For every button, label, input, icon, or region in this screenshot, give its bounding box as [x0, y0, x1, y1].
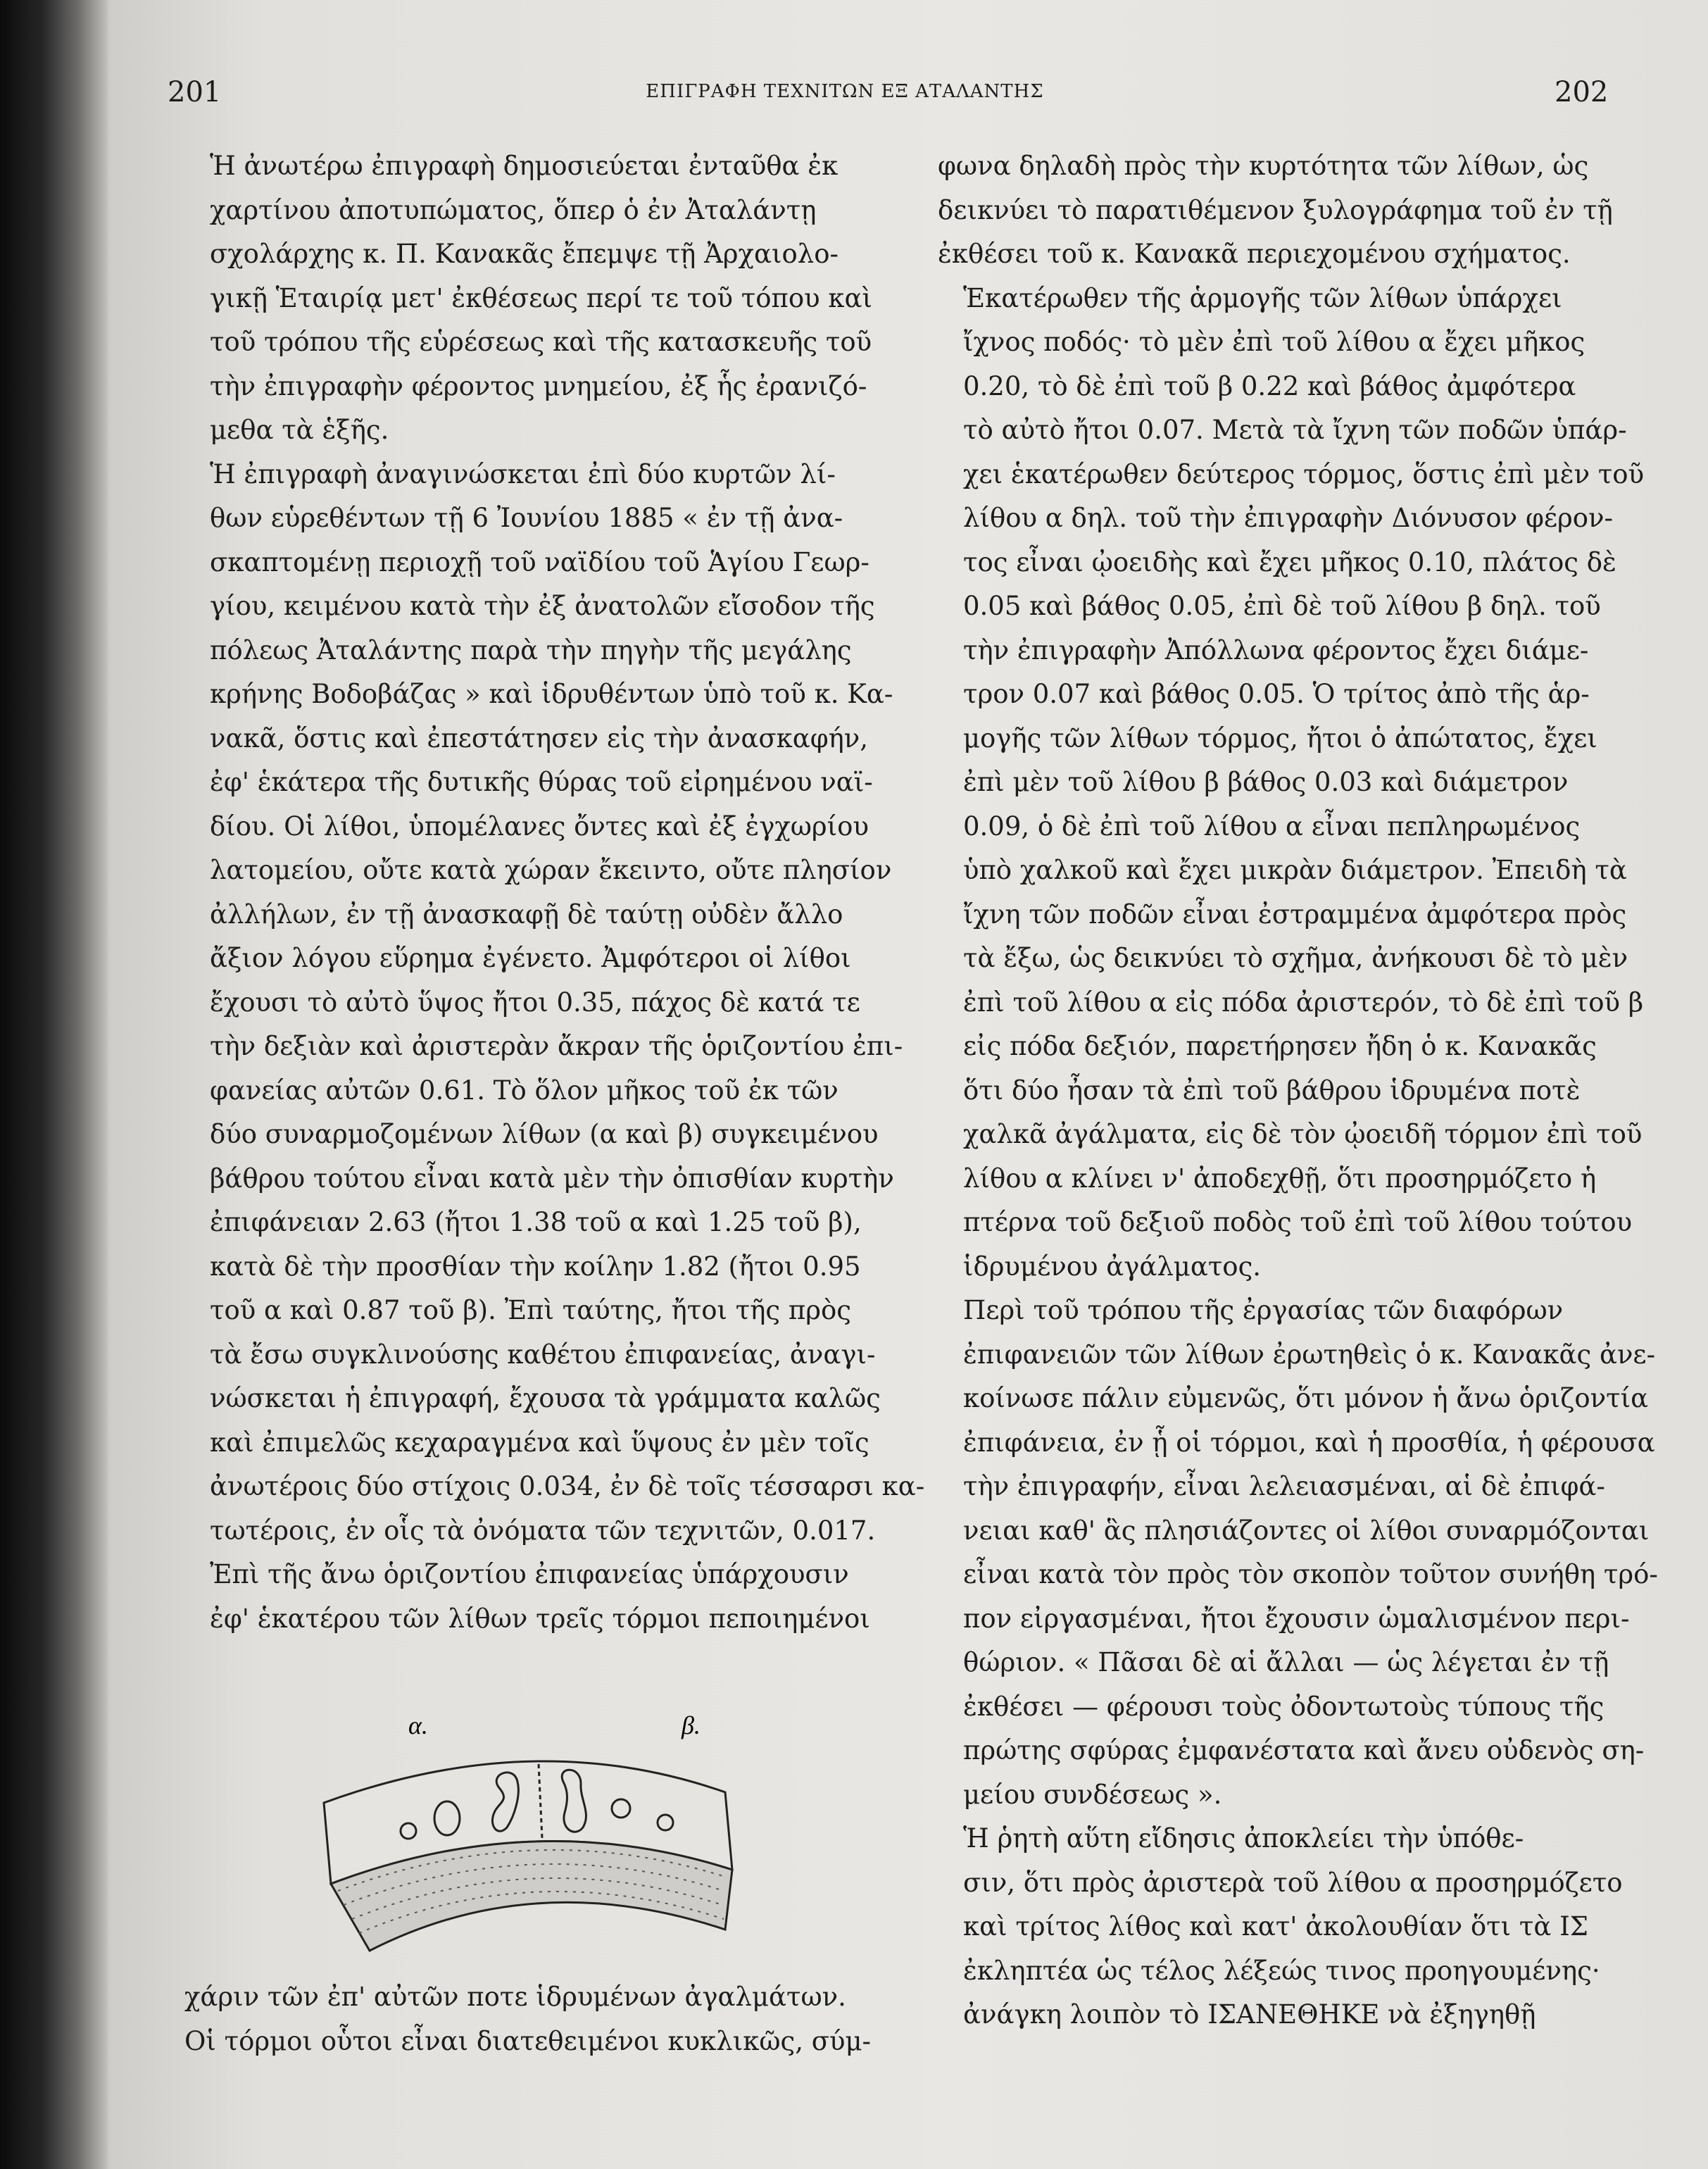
text-line: τωτέροις, ἐν οἷς τὰ ὀνόματα τῶν τεχνιτῶν, 0.017.: [210, 1515, 876, 1546]
text-after-figure: [184, 1975, 878, 2063]
text-line: Ἐπὶ τῆς ἄνω ὁριζοντίου ἐπιφανείας ὑπάρχουσιν: [210, 1559, 849, 1589]
text-line: χάριν τῶν ἐπ' αὐτῶν ποτε ἱδρυμένων ἀγαλμάτων.: [184, 1982, 846, 2012]
text-line: δεικνύει τὸ παρατιθέμενον ξυλογράφημα τοῦ ἐν τῇ: [938, 194, 1613, 225]
book-binding-shadow: [0, 0, 113, 2169]
text-line: ἀνωτέροις δύο στίχοις 0.034, ἐν δὲ τοῖς τέσσαρσι κα-: [210, 1471, 925, 1501]
text-line: χαρτίνου ἀποτυπώματος, ὅπερ ὁ ἐν Ἀταλάντῃ: [210, 194, 817, 225]
text-line: τὴν ἐπιγραφὴν φέροντος μνημείου, ἐξ ἧς ἐρανιζό-: [210, 370, 867, 401]
text-line: ἐφ' ἑκάτερα τῆς δυτικῆς θύρας τοῦ εἰρημένου ναϊ-: [210, 767, 873, 797]
page-number-right: 202: [1555, 76, 1609, 108]
running-head: ΕΠΙΓΡΑΦΗ ΤΕΧΝΙΤΩΝ ΕΞ ΑΤΑΛΑΝΤΗΣ: [646, 81, 1044, 102]
text-line: σχολάρχης κ. Π. Κανακᾶς ἔπεμψε τῇ Ἀρχαιολο-: [210, 239, 839, 269]
text-line: ἄξιον λόγου εὕρημα ἐγένετο. Ἀμφότεροι οἱ λίθοι: [210, 943, 851, 973]
text-line: πρώτης σφύρας ἐμφανέστατα καὶ ἄνευ οὐδενὸς ση-: [963, 1735, 1645, 1765]
text-line: Ἡ ἐπιγραφὴ ἀναγινώσκεται ἐπὶ δύο κυρτῶν λί-: [210, 458, 836, 489]
text-line: τος εἶναι ᾠοειδὴς καὶ ἔχει μῆκος 0.10, πλάτος δὲ: [963, 546, 1616, 577]
figure-label-b: β.: [682, 1711, 701, 1739]
text-line: φανείας αὐτῶν 0.61. Τὸ ὅλον μῆκος τοῦ ἐκ τῶν: [210, 1075, 839, 1106]
text-line: εἶναι κατὰ τὸν πρὸς τὸν σκοπὸν τοῦτον συνήθη τρό-: [963, 1559, 1658, 1589]
text-line: ἐπιφάνεια, ἐν ᾗ οἱ τόρμοι, καὶ ἡ προσθία, ἡ φέρουσα: [963, 1427, 1655, 1458]
text-line: μείου συνδέσεως ».: [963, 1779, 1222, 1810]
text-line: μεθα τὰ ἑξῆς.: [210, 415, 389, 445]
text-line: ἐπὶ μὲν τοῦ λίθου β βάθος 0.03 καὶ διάμετρον: [963, 767, 1569, 797]
text-line: τὴν ἐπιγραφὴν Ἀπόλλωνα φέροντος ἔχει διάμε-: [963, 635, 1589, 665]
text-line: ἐφ' ἑκατέρου τῶν λίθων τρεῖς τόρμοι πεποιημένοι: [210, 1603, 870, 1634]
text-line: ἴχνη τῶν ποδῶν εἶναι ἐστραμμένα ἀμφότερα πρὸς: [963, 899, 1627, 930]
page-number-left: 201: [168, 76, 222, 108]
text-line: χει ἑκατέρωθεν δεύτερος τόρμος, ὅστις ἐπὶ μὲν τοῦ: [963, 458, 1645, 489]
text-line: Οἱ τόρμοι οὗτοι εἶναι διατεθειμένοι κυκλικῶς, σύμ-: [184, 2025, 872, 2056]
text-line: ἐκληπτέα ὡς τέλος λέξεώς τινος προηγουμένης·: [963, 1955, 1600, 1986]
text-line: τὴν ἐπιγραφήν, εἶναι λελειασμέναι, αἱ δὲ ἐπιφά-: [963, 1471, 1605, 1501]
text-line: ἐκθέσει — φέρουσι τοὺς ὀδοντωτοὺς τύπους τῆς: [963, 1691, 1605, 1722]
text-line: ἱδρυμένου ἀγάλματος.: [963, 1251, 1262, 1282]
text-line: κρήνης Βοδοβάζας » καὶ ἱδρυθέντων ὑπὸ τοῦ κ. Κα-: [210, 679, 893, 709]
paragraph: [938, 277, 1645, 1289]
text-line: Ἡ ῥητὴ αὕτη εἴδησις ἀποκλείει τὴν ὑπόθε-: [963, 1823, 1524, 1854]
text-line: ὅτι δύο ἦσαν τὰ ἐπὶ τοῦ βάθρου ἱδρυμένα ποτὲ: [963, 1075, 1581, 1106]
paragraph: [184, 1553, 878, 1641]
text-line: καὶ ἐπιμελῶς κεχαραγμένα καὶ ὕψους ἐν μὲν τοῖς: [210, 1427, 869, 1458]
paragraph: [938, 144, 1631, 277]
text-line: μογῆς τῶν λίθων τόρμος, ἤτοι ὁ ἀπώτατος, ἔχει: [963, 723, 1597, 754]
text-line: πόλεως Ἀταλάντης παρὰ τὴν πηγὴν τῆς μεγάλης: [210, 635, 852, 665]
text-line: νώσκεται ἡ ἐπιγραφή, ἔχουσα τὰ γράμματα καλῶς: [210, 1383, 881, 1413]
text-line: γικῇ Ἑταιρίᾳ μετ' ἐκθέσεως περί τε τοῦ τόπου καὶ: [210, 282, 873, 313]
text-line: Ἡ ἀνωτέρω ἐπιγραφὴ δημοσιεύεται ἐνταῦθα ἐκ: [210, 151, 839, 181]
text-line: τρον 0.07 καὶ βάθος 0.05. Ὁ τρίτος ἀπὸ τῆς ἁρ-: [963, 679, 1590, 709]
left-column: [184, 144, 925, 1641]
text-line: Περὶ τοῦ τρόπου τῆς ἐργασίας τῶν διαφόρων: [963, 1295, 1564, 1325]
figure-label-a: α.: [408, 1711, 428, 1739]
text-line: ἴχνος ποδός· τὸ μὲν ἐπὶ τοῦ λίθου α ἔχει μῆκος: [963, 327, 1585, 357]
text-line: τὰ ἔσω συγκλινούσης καθέτου ἐπιφανείας, ἀναγι-: [210, 1339, 876, 1370]
text-line: εἰς πόδα δεξιόν, παρετήρησεν ἤδη ὁ κ. Κανακᾶς: [963, 1031, 1597, 1061]
text-line: 0.05 καὶ βάθος 0.05, ἐπὶ δὲ τοῦ λίθου β δηλ. τοῦ: [963, 591, 1601, 621]
text-line: καὶ τρίτος λίθος καὶ κατ' ἀκολουθίαν ὅτι τὰ ΙΣ: [963, 1911, 1588, 1942]
paragraph: [938, 1289, 1658, 1817]
text-line: θώριον. « Πᾶσαι δὲ αἱ ἄλλαι — ὡς λέγεται ἐν τῇ: [963, 1647, 1609, 1677]
text-line: φωνα δηλαδὴ πρὸς τὴν κυρτότητα τῶν λίθων, ὡς: [938, 151, 1589, 181]
paragraph: [184, 453, 925, 1554]
text-line: κοίνωσε πάλιν εὐμενῶς, ὅτι μόνον ἡ ἄνω ὁριζοντία: [963, 1383, 1649, 1413]
text-line: δύο συναρμοζομένων λίθων (α καὶ β) συγκειμένου: [210, 1119, 879, 1149]
text-line: ἀλλήλων, ἐν τῇ ἀνασκαφῇ δὲ ταύτῃ οὐδὲν ἄλλο: [210, 899, 843, 930]
text-line: λίθου α κλίνει ν' ἀποδεχθῇ, ὅτι προσηρμόζετο ἡ: [963, 1163, 1597, 1194]
text-line: Ἑκατέρωθεν τῆς ἁρμογῆς τῶν λίθων ὑπάρχει: [963, 282, 1562, 313]
text-line: ἐκθέσει τοῦ κ. Κανακᾶ περιεχομένου σχήματος.: [938, 239, 1571, 269]
text-line: νακᾶ, ὅστις καὶ ἐπεστάτησεν εἰς τὴν ἀνασκαφήν,: [210, 723, 869, 754]
text-line: 0.09, ὁ δὲ ἐπὶ τοῦ λίθου α εἶναι πεπληρωμένος: [963, 811, 1581, 842]
text-line: τοῦ τρόπου τῆς εὑρέσεως καὶ τῆς κατασκευῆς τοῦ: [210, 327, 872, 357]
text-line: τὴν δεξιὰν καὶ ἀριστερὰν ἄκραν τῆς ὁριζοντίου ἐπι-: [210, 1031, 903, 1061]
text-line: ὑπὸ χαλκοῦ καὶ ἔχει μικρὰν διάμετρον. Ἐπειδὴ τὰ: [963, 855, 1627, 885]
text-line: δίου. Οἱ λίθοι, ὑπομέλανες ὄντες καὶ ἐξ ἐγχωρίου: [210, 811, 869, 842]
right-column: [938, 144, 1658, 2037]
paragraph: [184, 144, 878, 453]
text-line: θων εὑρεθέντων τῇ 6 Ἰουνίου 1885 « ἐν τῇ ἀνα-: [210, 503, 843, 533]
woodcut-figure-base-stones: [303, 1697, 746, 1965]
text-line: ἐπιφανειῶν τῶν λίθων ἐρωτηθεὶς ὁ κ. Κανακᾶς ἀνε-: [963, 1339, 1656, 1370]
text-line: σιν, ὅτι πρὸς ἀριστερὰ τοῦ λίθου α προσηρμόζετο: [963, 1867, 1623, 1898]
text-line: λίθου α δηλ. τοῦ τὴν ἐπιγραφὴν Διόνυσον φέρον-: [963, 503, 1614, 533]
text-line: πτέρνα τοῦ δεξιοῦ ποδὸς τοῦ ἐπὶ τοῦ λίθου τούτου: [963, 1207, 1633, 1237]
text-line: πον εἰργασμέναι, ἤτοι ἔχουσιν ὡμαλισμένον περι-: [963, 1603, 1630, 1634]
text-line: λατομείου, οὔτε κατὰ χώραν ἔκειντο, οὔτε πλησίον: [210, 855, 892, 885]
text-line: τοῦ α καὶ 0.87 τοῦ β). Ἐπὶ ταύτης, ἤτοι τῆς πρὸς: [210, 1295, 851, 1325]
text-line: κατὰ δὲ τὴν προσθίαν τὴν κοίλην 1.82 (ἤτοι 0.95: [210, 1251, 861, 1282]
text-line: τὸ αὐτὸ ἤτοι 0.07. Μετὰ τὰ ἴχνη τῶν ποδῶν ὑπάρ-: [963, 415, 1627, 445]
text-line: ἐπὶ τοῦ λίθου α εἰς πόδα ἀριστερόν, τὸ δὲ ἐπὶ τοῦ β: [963, 987, 1644, 1018]
text-line: σκαπτομένῃ περιοχῇ τοῦ ναϊδίου τοῦ Ἁγίου Γεωρ-: [210, 546, 869, 577]
text-line: χαλκᾶ ἀγάλματα, εἰς δὲ τὸν ᾠοειδῆ τόρμον ἐπὶ τοῦ: [963, 1119, 1643, 1149]
text-line: ἐπιφάνειαν 2.63 (ἤτοι 1.38 τοῦ α καὶ 1.25 τοῦ β),: [210, 1207, 862, 1237]
text-line: 0.20, τὸ δὲ ἐπὶ τοῦ β 0.22 καὶ βάθος ἀμφότερα: [963, 370, 1576, 401]
text-line: ἀνάγκη λοιπὸν τὸ ΙΣΑΝΕΘΗΚΕ νὰ ἐξηγηθῇ: [963, 1999, 1536, 2030]
text-line: ἔχουσι τὸ αὐτὸ ὕψος ἤτοι 0.35, πάχος δὲ κατά τε: [210, 987, 860, 1018]
text-line: βάθρου τούτου εἶναι κατὰ μὲν τὴν ὀπισθίαν κυρτὴν: [210, 1163, 894, 1194]
text-line: τὰ ἔξω, ὡς δεικνύει τὸ σχῆμα, ἀνήκουσι δὲ τὸ μὲν: [963, 943, 1628, 973]
text-line: νειαι καθ' ἃς πλησιάζοντες οἱ λίθοι συναρμόζονται: [963, 1515, 1650, 1546]
text-line: γίου, κειμένου κατὰ τὴν ἐξ ἀνατολῶν εἴσοδον τῆς: [210, 591, 875, 621]
paragraph: [938, 1817, 1631, 2037]
